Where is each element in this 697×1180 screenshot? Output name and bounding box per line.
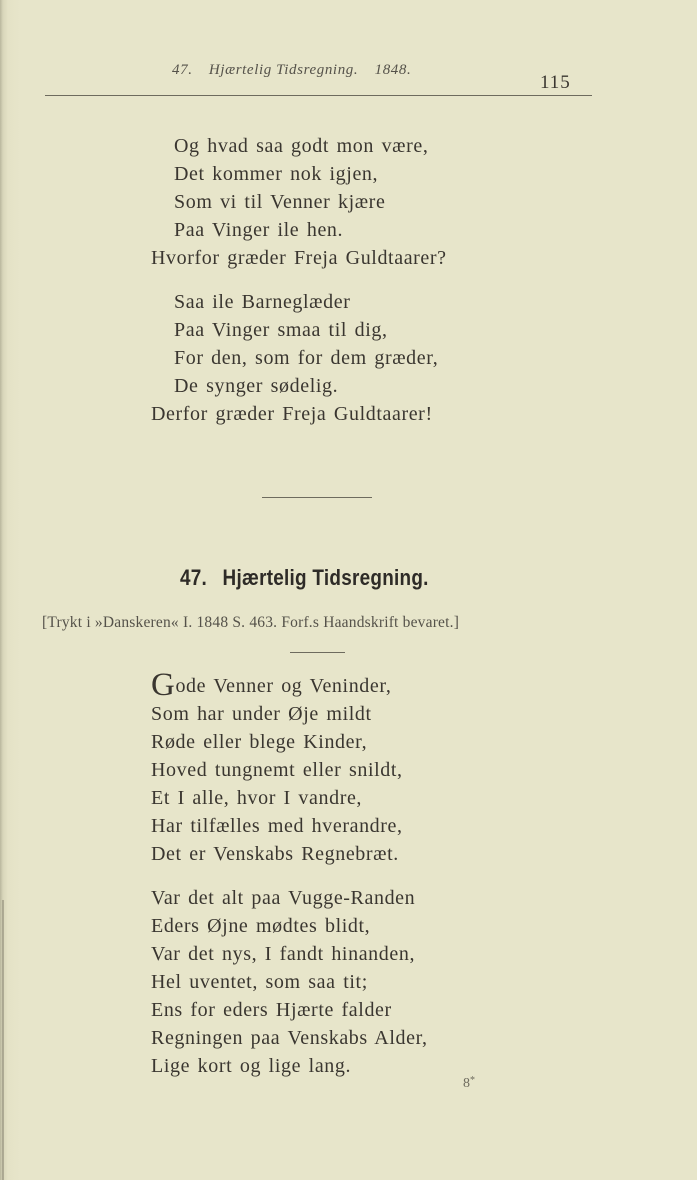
verse-line: Var det alt paa Vugge-Randen xyxy=(151,887,416,909)
signature-star: * xyxy=(470,1075,475,1086)
drop-cap: G xyxy=(151,667,176,703)
verse-line-first xyxy=(151,667,392,703)
verse-line: Lige kort og lige lang. xyxy=(151,1055,352,1077)
first-line-text: ode Venner og Veninder, xyxy=(175,675,392,697)
verse-line: Paa Vinger ile hen. xyxy=(174,219,344,241)
page-number: 115 xyxy=(540,72,571,93)
verse-line: Og hvad saa godt mon være, xyxy=(174,135,429,157)
printer-signature-mark xyxy=(463,1075,475,1092)
running-head-title: Hjærtelig Tidsregning. xyxy=(208,62,359,78)
verse-line: Som vi til Venner kjære xyxy=(174,191,386,213)
verse-line: Regningen paa Venskabs Alder, xyxy=(151,1027,428,1049)
refrain-line: Derfor græder Freja Guldtaarer! xyxy=(151,403,433,425)
verse-line: Var det nys, I fandt hinanden, xyxy=(151,943,416,965)
source-note: [Trykt i »Danskeren« I. 1848 S. 463. Forf.s Haandskrift bevaret.] xyxy=(42,614,460,631)
running-head-year: 1848. xyxy=(374,62,412,78)
refrain-line: Hvorfor græder Freja Guldtaarer? xyxy=(151,247,447,269)
section-separator-rule xyxy=(262,497,372,498)
verse-line: Et I alle, hvor I vandre, xyxy=(151,787,363,809)
running-head-number: 47. xyxy=(172,62,193,78)
verse-line: Saa ile Barneglæder xyxy=(174,291,351,313)
verse-line: Som har under Øje mildt xyxy=(151,703,372,725)
verse-line: Har tilfælles med hverandre, xyxy=(151,815,403,837)
poem-title xyxy=(180,565,429,591)
verse-line: Hel uventet, som saa tit; xyxy=(151,971,368,993)
poem-title-text: Hjærtelig Tidsregning. xyxy=(222,565,429,590)
verse-line: Paa Vinger smaa til dig, xyxy=(174,319,388,341)
header-rule xyxy=(45,95,592,96)
binding-edge xyxy=(2,900,4,1180)
verse-line: Det kommer nok igjen, xyxy=(174,163,379,185)
signature-number: 8 xyxy=(463,1076,470,1091)
verse-line: Hoved tungnemt eller snildt, xyxy=(151,759,403,781)
verse-line: Ens for eders Hjærte falder xyxy=(151,999,392,1021)
title-rule xyxy=(290,652,345,653)
verse-line: De synger sødelig. xyxy=(174,375,339,397)
verse-line: For den, som for dem græder, xyxy=(174,347,439,369)
verse-line: Røde eller blege Kinder, xyxy=(151,731,368,753)
verse-line: Eders Øjne mødtes blidt, xyxy=(151,915,371,937)
poem-number: 47. xyxy=(180,565,208,590)
running-head xyxy=(172,62,423,79)
verse-line: Det er Venskabs Regnebræt. xyxy=(151,843,399,865)
